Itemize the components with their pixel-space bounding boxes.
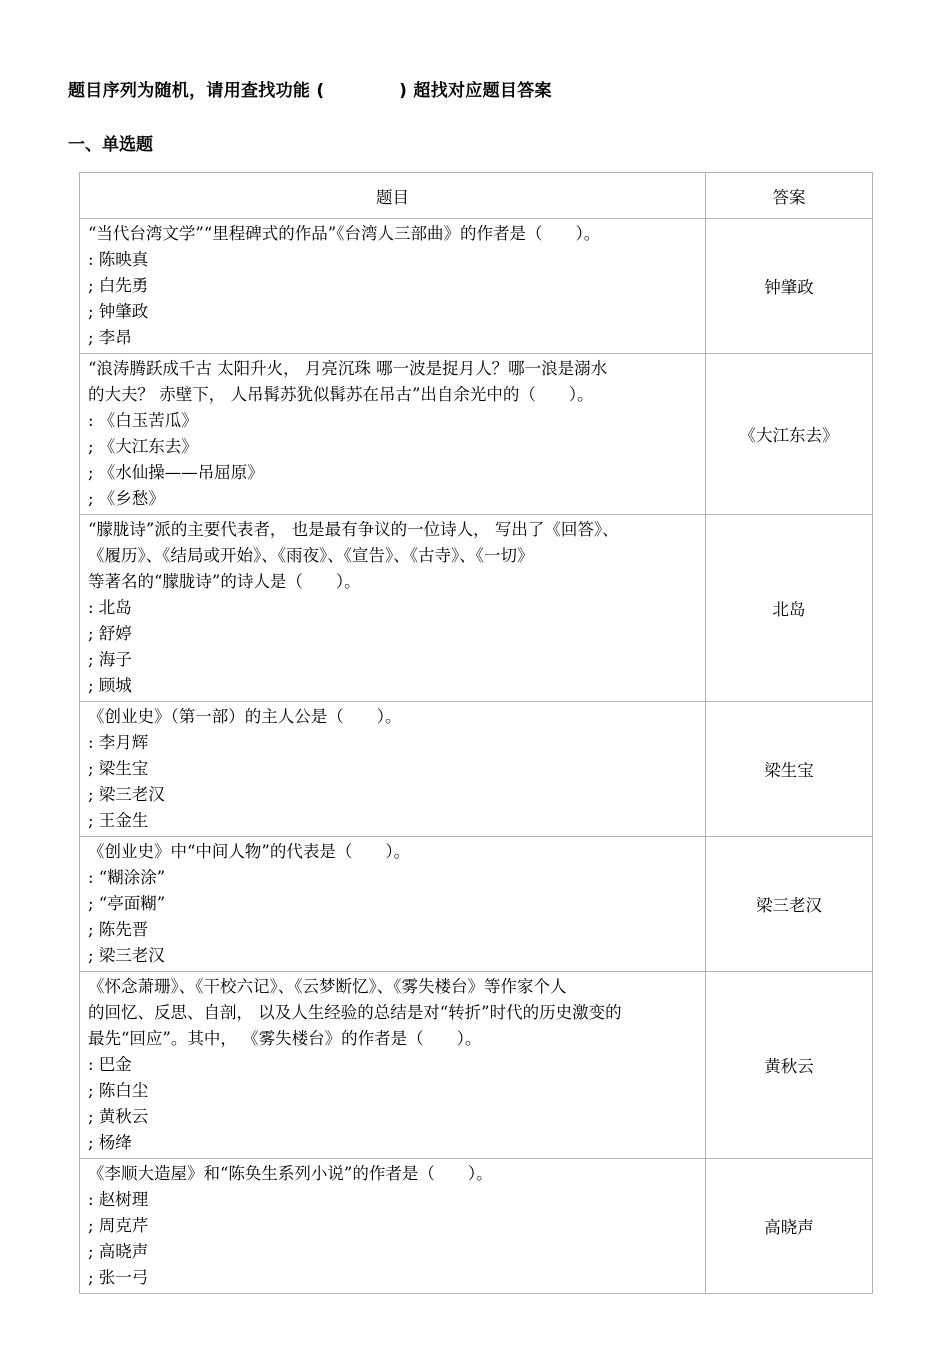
answer-cell: 钟肇政 [706, 219, 873, 354]
question-stem-line: 《怀念萧珊》、《干校六记》、《云梦断忆》、《雾失楼台》等作家个人 [88, 977, 567, 996]
answer-option: : 陈映真 [88, 250, 149, 269]
table-row [80, 515, 873, 702]
answer-option: ; 梁三老汉 [88, 946, 165, 965]
answer-option: ; 《水仙操——吊屈原》 [88, 463, 264, 482]
table-row [80, 1159, 873, 1294]
question-stem-line: 《创业史》（第一部）的主人公是（ ）。 [88, 707, 402, 726]
answer-option: ; 白先勇 [88, 276, 149, 295]
answer-option: ; 钟肇政 [88, 302, 149, 321]
table-row [80, 972, 873, 1159]
table-header-row [80, 173, 873, 219]
answer-option: ; 张一弓 [88, 1268, 149, 1287]
question-stem-line: “浪涛腾跃成千古 太阳升火， 月亮沉珠 哪一波是捉月人？哪一浪是溺水 [88, 359, 608, 378]
answer-option: ; 王金生 [88, 811, 149, 830]
question-stem-line: “当代台湾文学”“里程碑式的作品”《台湾人三部曲》的作者是（ ）。 [88, 224, 601, 243]
question-stem-line: 等著名的“朦胧诗”的诗人是（ ）。 [88, 572, 361, 591]
question-cell [80, 972, 706, 1159]
answer-cell: 《大江东去》 [706, 354, 873, 515]
header-answer: 答案 [706, 173, 873, 219]
question-cell [80, 515, 706, 702]
table-body [80, 219, 873, 1294]
question-stem-line: 的回忆、反思、自剖， 以及人生经验的总结是对“转折”时代的历史激变的 [88, 1003, 622, 1022]
answer-option: : 巴金 [88, 1055, 132, 1074]
answer-option: ; 梁三老汉 [88, 785, 165, 804]
question-cell [80, 1159, 706, 1294]
answer-option: : 李月辉 [88, 733, 149, 752]
answer-option: ; 舒婷 [88, 624, 132, 643]
answer-cell: 高晓声 [706, 1159, 873, 1294]
header-question: 题目 [80, 173, 706, 219]
answer-option: ; “亭面糊” [88, 894, 166, 913]
answer-option: : 《白玉苦瓜》 [88, 411, 198, 430]
question-cell [80, 837, 706, 972]
answer-option: ; 高晓声 [88, 1242, 149, 1261]
answer-option: : 赵树理 [88, 1190, 149, 1209]
answer-cell: 北岛 [706, 515, 873, 702]
answer-option: : “糊涂涂” [88, 868, 166, 887]
answer-option: ; 梁生宝 [88, 759, 149, 778]
answer-cell: 梁生宝 [706, 702, 873, 837]
question-stem-line: 的大夫？ 赤壁下， 人吊髯苏犹似髯苏在吊古”出自余光中的（ ）。 [88, 385, 594, 404]
question-stem-line: 最先“回应”。其中， 《雾失楼台》的作者是（ ）。 [88, 1029, 482, 1048]
answer-option: ; 顾城 [88, 676, 132, 695]
question-stem-line: 《创业史》中“中间人物”的代表是（ ）。 [88, 842, 411, 861]
answer-option: ; 黄秋云 [88, 1107, 149, 1126]
question-stem-line: 《李顺大造屋》和“陈奂生系列小说”的作者是（ ）。 [88, 1164, 493, 1183]
answer-option: ; 《乡愁》 [88, 489, 165, 508]
question-stem-line: 《履历》、《结局或开始》、《雨夜》、《宣告》、《古寺》、《一切》 [88, 546, 534, 565]
question-cell [80, 354, 706, 515]
question-answer-table [79, 172, 873, 1294]
answer-option: ; 《大江东去》 [88, 437, 198, 456]
answer-option: : 北岛 [88, 598, 132, 617]
table-row [80, 354, 873, 515]
question-cell [80, 702, 706, 837]
answer-option: ; 陈白尘 [88, 1081, 149, 1100]
page-heading: 题目序列为随机，请用查找功能 ( ) 超找对应题目答案 [68, 81, 552, 101]
table-row [80, 702, 873, 837]
question-stem-line: “朦胧诗”派的主要代表者， 也是最有争议的一位诗人， 写出了《回答》、 [88, 520, 619, 539]
table-row [80, 219, 873, 354]
answer-option: ; 李昂 [88, 328, 132, 347]
answer-option: ; 陈先晋 [88, 920, 149, 939]
answer-cell: 黄秋云 [706, 972, 873, 1159]
answer-cell: 梁三老汉 [706, 837, 873, 972]
answer-option: ; 杨绛 [88, 1133, 132, 1152]
answer-option: ; 周克芹 [88, 1216, 149, 1235]
answer-option: ; 海子 [88, 650, 132, 669]
question-cell [80, 219, 706, 354]
table-row [80, 837, 873, 972]
section-title: 一、单选题 [68, 135, 153, 155]
